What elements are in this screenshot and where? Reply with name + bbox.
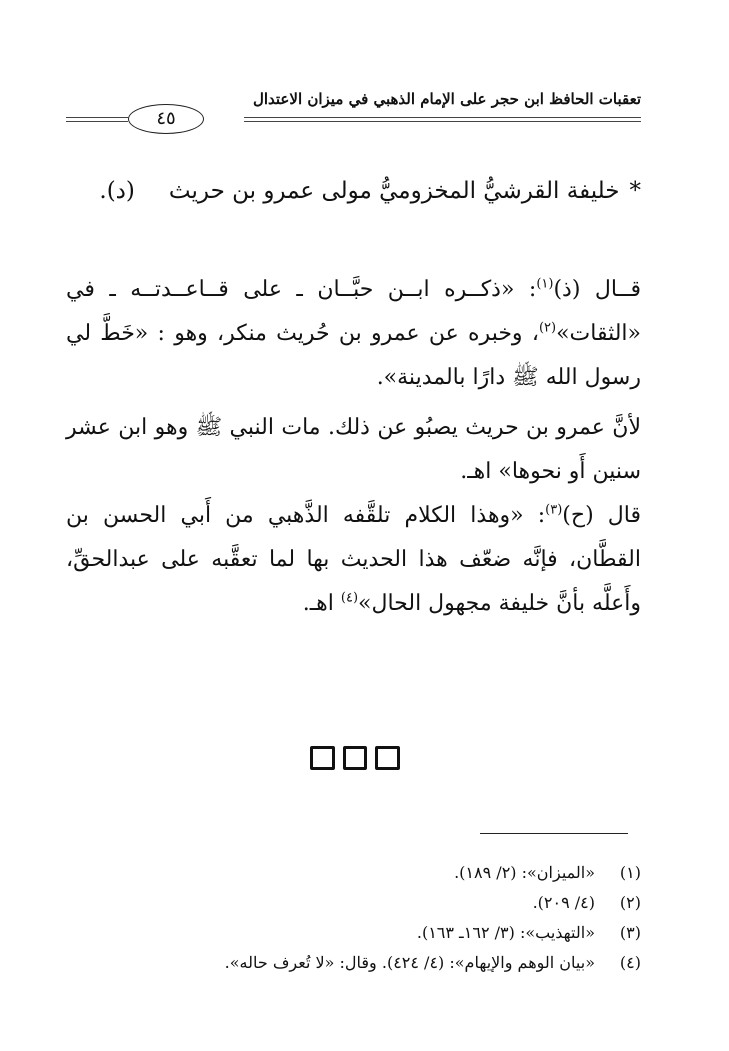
footnotes	[66, 858, 641, 978]
footnote-divider	[480, 833, 628, 834]
paragraph-dhahabi-quote	[66, 268, 641, 400]
header-rule-left	[66, 117, 128, 122]
footnote-ref: (١)	[536, 276, 554, 292]
paragraph-text: : «وهذا الكلام تلقَّفه الذَّهبي من أَبي الحسن بن القطَّان، فإنَّه ضعّف هذا الحديث بها لما تعقَّبه على عبدالحقِّ، وأَعلَّه بأنَّ خليفة مجهول الحال»	[66, 503, 642, 616]
footnote-ref: (٤)	[340, 590, 359, 606]
entry-name: خليفة القرشيُّ المخزوميُّ مولى عمرو بن حريث	[168, 178, 620, 204]
footnote-ref: (٢)	[538, 320, 557, 336]
footnote-number: (٤)	[619, 953, 641, 972]
footnote-item	[66, 918, 641, 948]
running-title: تعقبات الحافظ ابن حجر على الإمام الذهبي في ميزان الاعتدال	[252, 90, 641, 108]
ornament-square-icon	[343, 746, 368, 770]
footnote-ref: (٣)	[545, 502, 563, 518]
ornament-square-icon	[310, 746, 335, 770]
paragraph-text: : «ذكــره ابــن حبَّــان ـ على قــاعــدتــه ـ في «الثقات»	[66, 277, 641, 346]
footnote-text: «بيان الوهم والإيهام»: (٤/ ٤٢٤). وقال: «لا تُعرف حاله».	[224, 953, 595, 972]
section-end-ornament	[310, 746, 400, 770]
footnote-item	[66, 888, 641, 918]
footnote-item	[66, 858, 641, 888]
entry-heading	[66, 178, 641, 204]
paragraph-text: قــال (ذ)	[553, 277, 641, 302]
footnote-text: «الميزان»: (٢/ ١٨٩).	[454, 863, 595, 882]
footnote-number: (٢)	[619, 893, 641, 912]
ornament-square-icon	[375, 746, 400, 770]
header-rule-right	[244, 117, 641, 122]
footnote-text: (٤/ ٢٠٩).	[532, 893, 595, 912]
paragraph-text: قال (ح)	[562, 503, 641, 528]
paragraph-ibn-hajar-quote	[66, 494, 641, 626]
page-number: ٤٥	[128, 104, 204, 134]
paragraph-text: اهـ.	[302, 591, 341, 616]
paragraph-text: لأنَّ عمرو بن حريث يصبُو عن ذلك. مات النبي ﷺ وهو ابن عشر سنين أَو نحوها» اهـ.	[66, 415, 641, 484]
footnote-number: (١)	[619, 863, 641, 882]
footnote-item	[66, 948, 641, 978]
entry-star-marker: *	[629, 178, 641, 204]
footnote-text: «التهذيب»: (٣/ ١٦٢ـ ١٦٣).	[416, 923, 595, 942]
paragraph-continuation	[66, 406, 641, 494]
footnote-number: (٣)	[619, 923, 641, 942]
entry-code: (د).	[99, 178, 135, 204]
paragraph-text: ، وخبره عن عمرو بن حُريث منكر، وهو : «خَطَّ لي رسول الله ﷺ دارًا بالمدينة».	[66, 321, 641, 390]
